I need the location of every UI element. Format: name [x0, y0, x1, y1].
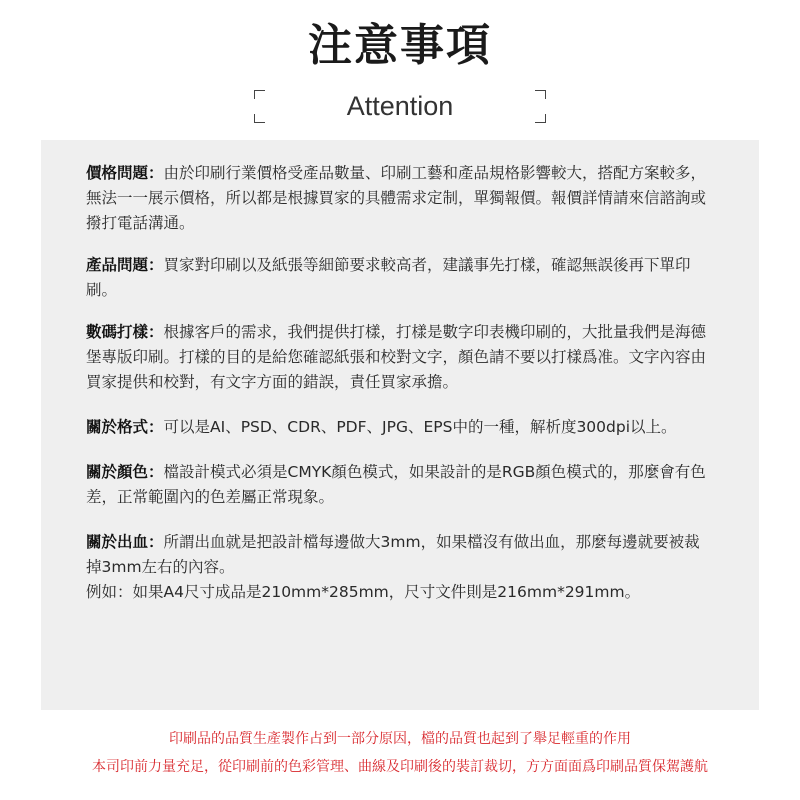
section-bleed	[86, 530, 711, 605]
section-format	[86, 415, 711, 440]
section-text: 買家對印刷以及紙張等細節要求較高者，建議事先打樣，確認無誤後再下單印刷。	[86, 256, 691, 299]
section-text: 檔設計模式必須是CMYK顏色模式，如果設計的是RGB顏色模式的，那麼會有色差，正常範圍內的色差屬正常現象。	[86, 463, 706, 506]
notice-content	[86, 161, 711, 622]
page-title: 注意事項	[308, 20, 492, 71]
section-text: 所謂出血就是把設計檔每邊做大3mm，如果檔沒有做出血，那麼每邊就要被裁掉3mm左右的內容。	[86, 533, 700, 576]
footer-note-prepress: 本司印前力量充足，從印刷前的色彩管理、曲線及印刷後的裝訂裁切，方方面面爲印刷品質保駕護航	[92, 759, 708, 775]
notice-panel	[41, 140, 759, 710]
section-label: 價格問題：	[86, 164, 164, 182]
section-label: 關於出血：	[86, 533, 164, 551]
section-label: 關於格式：	[86, 418, 164, 436]
page-subtitle: Attention	[346, 91, 454, 121]
section-product	[86, 253, 711, 303]
section-label: 關於顏色：	[86, 463, 164, 481]
section-text: 根據客戶的需求，我們提供打樣，打樣是數字印表機印刷的，大批量我們是海德堡專版印刷。打樣的目的是給您確認紙張和校對文字，顏色請不要以打樣爲准。文字內容由買家提供和校對，有文字方面的錯誤，責任買家承擔。	[86, 323, 707, 391]
section-example: 例如：如果A4尺寸成品是210mm*285mm，尺寸文件則是216mm*291mm。	[86, 583, 641, 601]
section-label: 產品問題：	[86, 256, 164, 274]
section-price	[86, 161, 711, 236]
section-label: 數碼打樣：	[86, 323, 164, 341]
section-text: 可以是AI、PSD、CDR、PDF、JPG、EPS中的一種，解析度300dpi以上。	[163, 418, 677, 436]
subtitle-frame	[254, 88, 546, 124]
section-proofing	[86, 320, 711, 395]
section-color	[86, 460, 711, 510]
footer-note-quality: 印刷品的品質生產製作占到一部分原因，檔的品質也起到了舉足輕重的作用	[169, 731, 631, 747]
section-text: 由於印刷行業價格受產品數量、印刷工藝和產品規格影響較大，搭配方案較多，無法一一展示價格，所以都是根據買家的具體需求定制，單獨報價。報價詳情請來信諮詢或撥打電話溝通。	[86, 164, 707, 232]
